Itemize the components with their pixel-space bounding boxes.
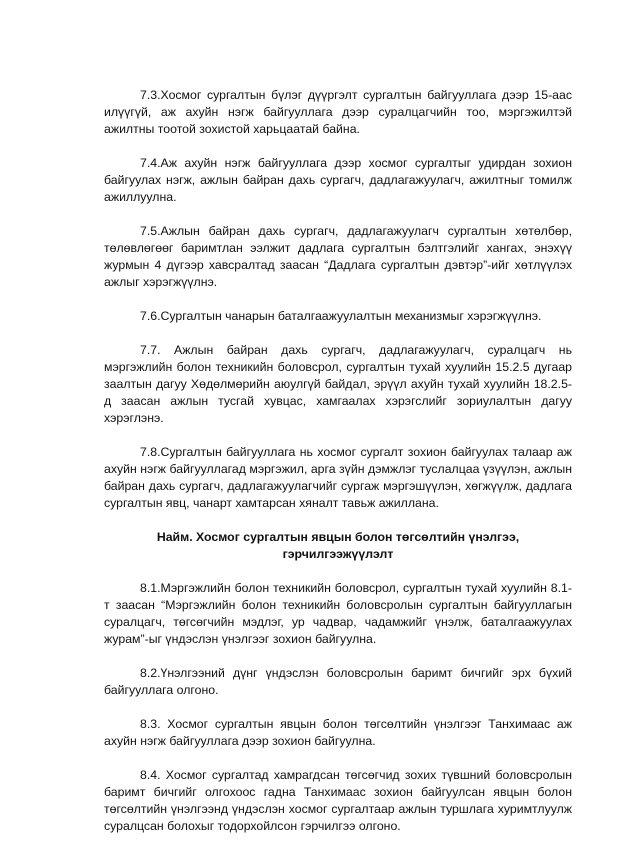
paragraph-7-3: 7.3.Хосмог сургалтын бүлэг дүүргэлт сургалтын байгууллага дээр 15-аас илүүгүй, аж ахуйн нэгж байгууллага дээр суралцагчийн тоо, мэргэжилтэй ажилтны тоотой зохистой харьцаатай байна. xyxy=(104,88,572,136)
paragraph-8-2: 8.2.Үнэлгээний дүнг үндэслэн боловсролын баримт бичгийг эрх бүхий байгууллага олгоно. xyxy=(104,666,572,697)
paragraph-8-3: 8.3. Хосмог сургалтын явцын болон төгсөлтийн үнэлгээг Танхимаас аж ахуйн нэгж байгууллага дээр зохион байгуулна. xyxy=(104,717,572,748)
section-8-heading-line1: Найм. Хосмог сургалтын явцын болон төгсөлтийн үнэлгээ, xyxy=(156,530,520,544)
paragraph-7-5: 7.5.Ажлын байран дахь сургагч, дадлагажуулагч сургалтын хөтөлбөр, төлөвлөгөөг баримтлан ээлжит дадлага сургалтын бэлтгэлийг хангах, энэхүү журмын 4 дүгээр хавсралтад заасан “Дадлага сургалтын дэвтэр”-ийг хөтлүүлэх ажлыг хэрэгжүүлнэ. xyxy=(104,224,572,289)
paragraph-7-4: 7.4.Аж ахуйн нэгж байгууллага дээр хосмог сургалтыг удирдан зохион байгуулах нэгж, ажлын байран дахь сургагч, дадлагажуулагч, ажилтныг томилж ажиллуулна. xyxy=(104,156,572,204)
paragraph-7-6: 7.6.Сургалтын чанарын баталгаажуулалтын механизмыг хэрэгжүүлнэ. xyxy=(140,309,542,323)
paragraph-8-1: 8.1.Мэргэжлийн болон техникийн боловсрол, сургалтын тухай хуулийн 8.1-т заасан “Мэргэжлийн болон техникийн боловсролын сургалтын байгууллагын суралцагч, төгсөгчийн мэдлэг, ур чадвар, чадамжийг үнэлж, баталгаажуулах журам”-ыг үндэслэн үнэлгээг зохион байгуулна. xyxy=(104,581,572,646)
section-8-heading-line2: гэрчилгээжүүлэлт xyxy=(282,547,394,561)
paragraph-7-8: 7.8.Сургалтын байгууллага нь хосмог сургалт зохион байгуулах талаар аж ахуйн нэгж байгууллагад мэргэжил, арга зүйн дэмжлэг туслалцаа үзүүлэн, ажлын байран дахь сургагч, дадлагажуулагчийг сургаж мэргэшүүлэн, хөгжүүлж, дадлага сургалтын явц, чанарт хамтарсан хяналт тавьж ажиллана. xyxy=(104,445,572,510)
paragraph-8-4: 8.4. Хосмог сургалтад хамрагдсан төгсөгчид зохих түвшний боловсролын баримт бичгийг олгохоос гадна Танхимаас зохион байгуулсан явцын болон төгсөлтийн үнэлгээнд үндэслэн хосмог сургалтаар ажлын туршлага хуримтлуулж суралцсан болохыг тодорхойлсон гэрчилгээ олгоно. xyxy=(104,768,572,833)
document-body xyxy=(104,87,572,852)
section-8-heading xyxy=(104,529,572,563)
paragraph-7-7: 7.7. Ажлын байран дахь сургагч, дадлагажуулагч, суралцагч нь мэргэжлийн болон техникийн боловсрол, сургалтын тухай хуулийн 15.2.5 дугаар заалтын дагуу Хөдөлмөрийн аюулгүй байдал, эрүүл ахуйн тухай хуулийн 18.2.5-д заасан ажлын тусгай хувцас, хамгаалах хэрэгслийг зориулалтын дагуу хэрэглэнэ. xyxy=(104,343,572,425)
